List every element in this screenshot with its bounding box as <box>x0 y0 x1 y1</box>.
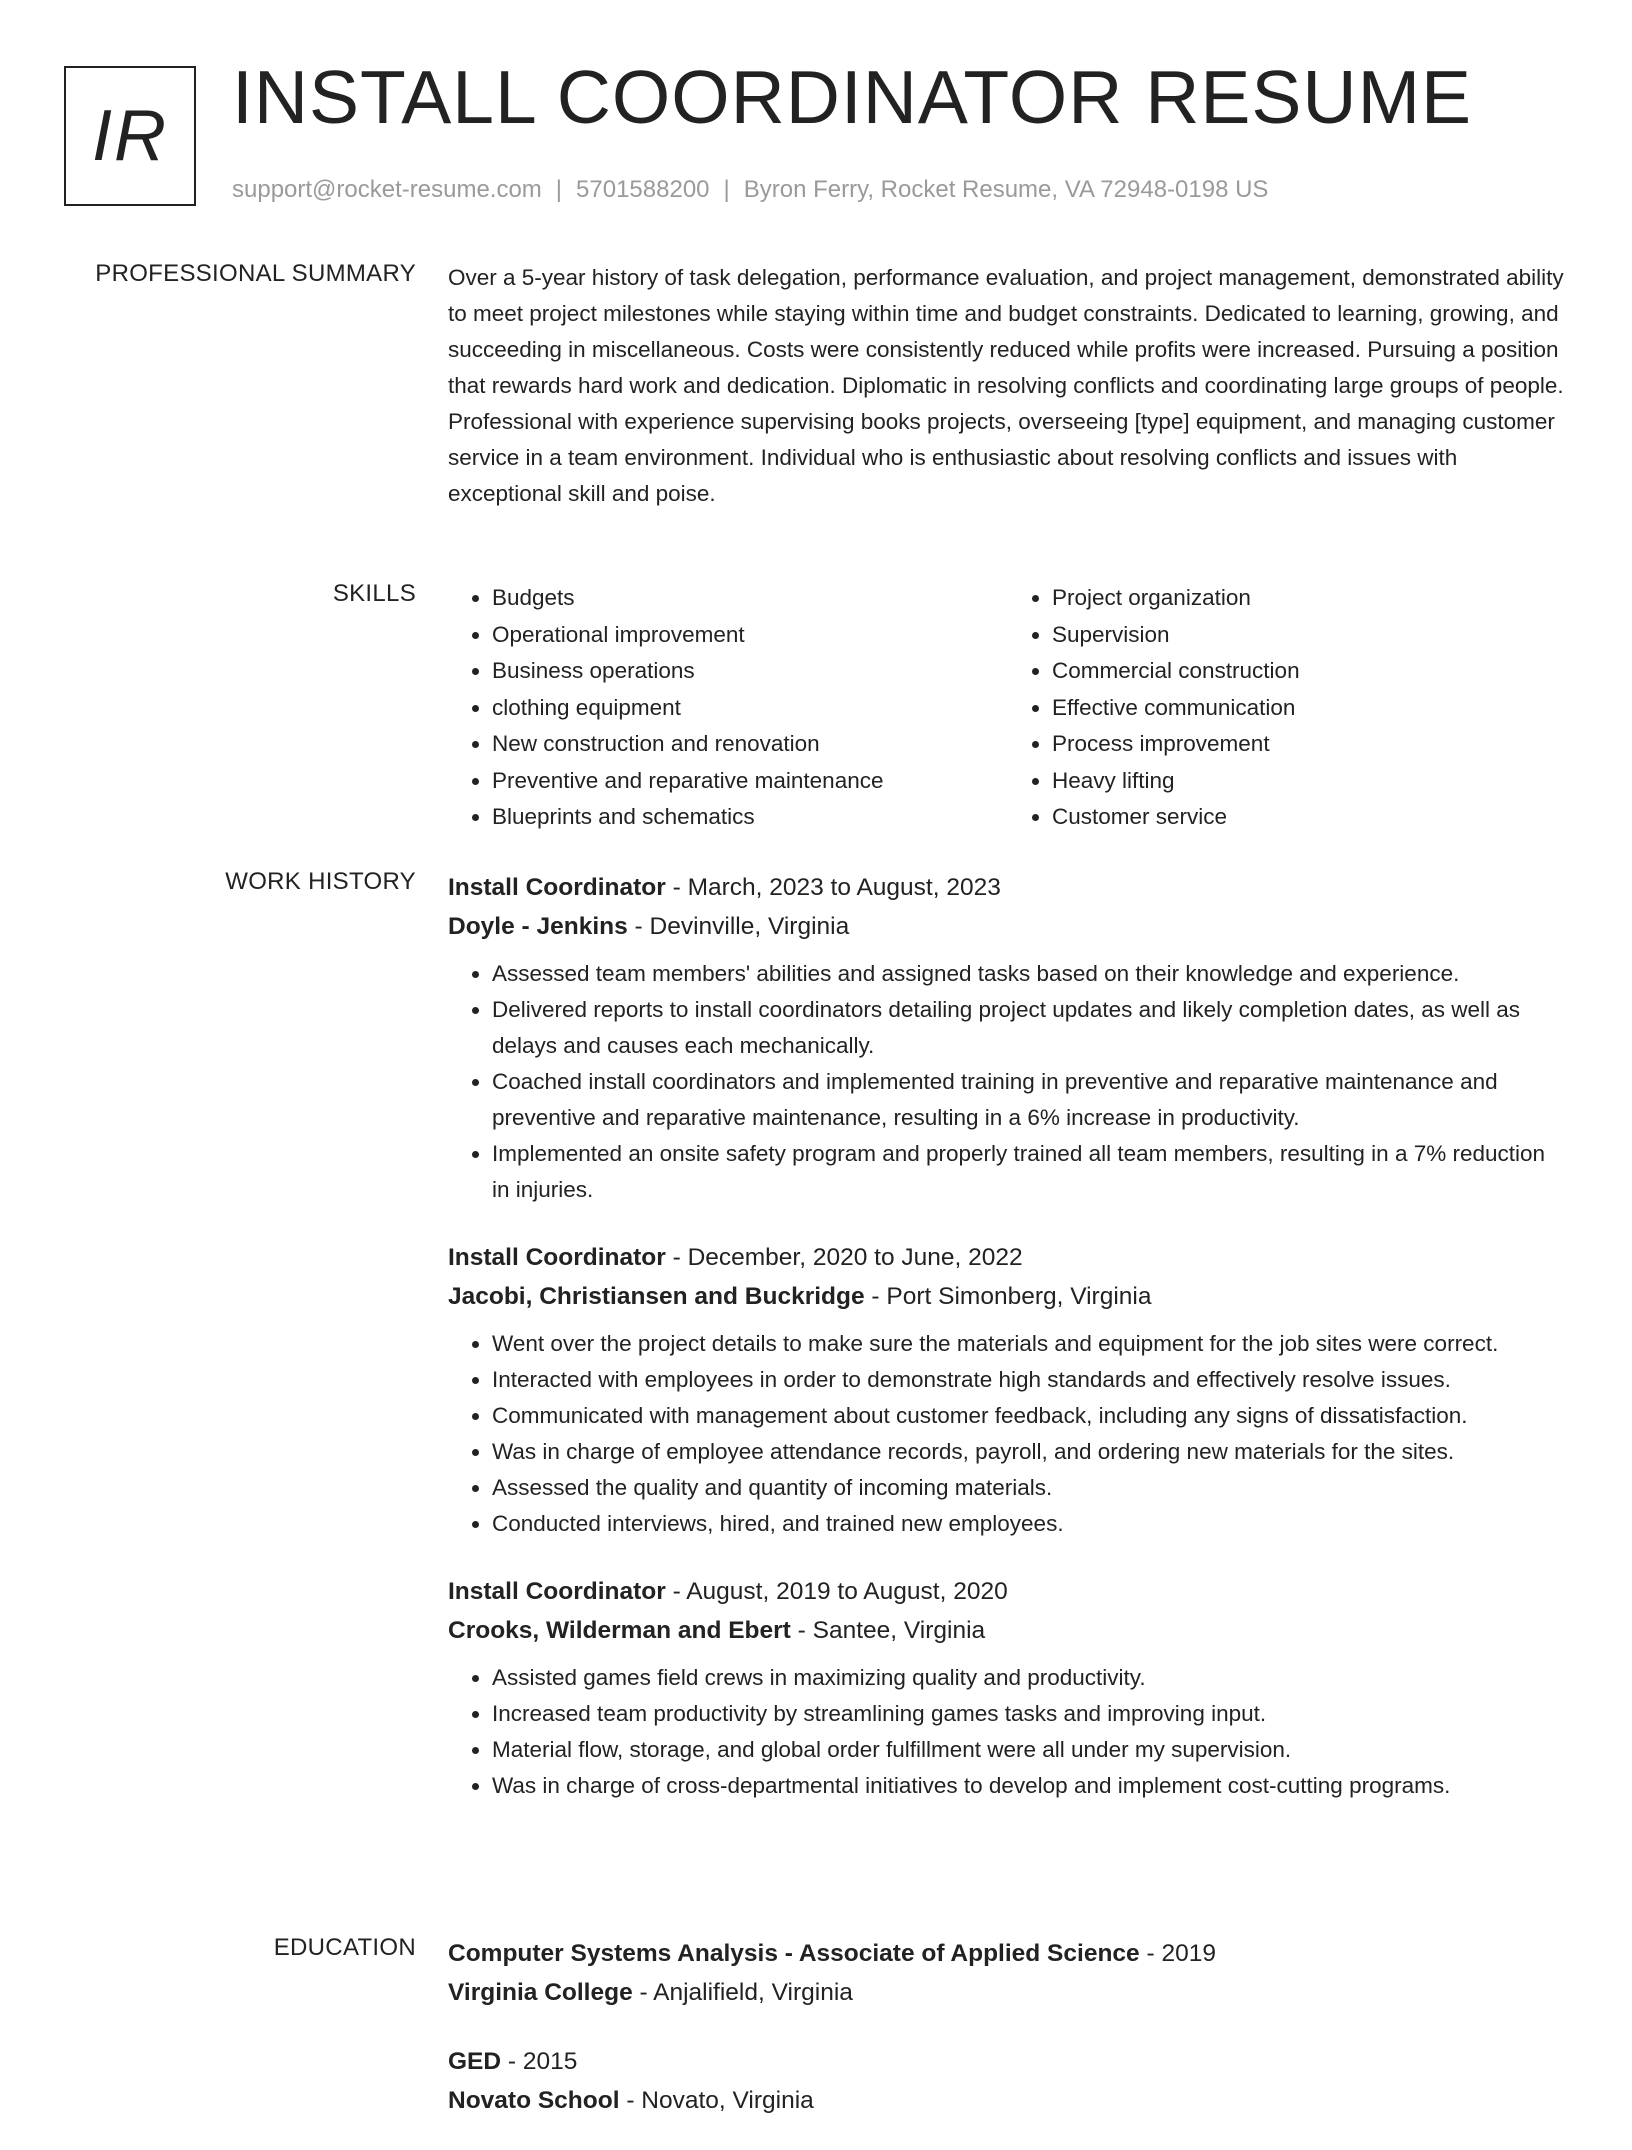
skill-item: • Commercial construction <box>1052 653 1568 690</box>
job-title-line <box>448 868 1568 907</box>
monogram: IR <box>64 66 196 206</box>
skill-item: • Heavy lifting <box>1052 763 1568 800</box>
job-bullet: • Coached install coordinators and implemented training in preventive and reparative maintenance and preventive and reparative maintenance, resulting in a 6% increase in productivity. <box>492 1064 1568 1136</box>
skill-item: • Effective communication <box>1052 690 1568 727</box>
skill-item: • Preventive and reparative maintenance <box>492 763 1008 800</box>
education-school: Virginia College <box>448 1979 633 2006</box>
job-bullet: • Interacted with employees in order to demonstrate high standards and effectively resolve issues. <box>492 1362 1568 1398</box>
job-location: - Santee, Virginia <box>790 1617 986 1644</box>
skill-item: • Supervision <box>1052 617 1568 654</box>
skill-item: • Project organization <box>1052 580 1568 617</box>
education-degree: GED <box>448 2048 502 2075</box>
summary-body <box>448 260 1568 512</box>
job-bullet: • Conducted interviews, hired, and trained new employees. <box>492 1506 1568 1542</box>
job-bullets <box>448 1660 1568 1804</box>
education-school-line <box>448 1973 1568 2012</box>
section-label-education: EDUCATION <box>273 1934 416 1961</box>
contact-phone[interactable]: 5701588200 <box>576 176 710 203</box>
job-title-line <box>448 1572 1568 1611</box>
skill-item: • Process improvement <box>1052 726 1568 763</box>
skill-item: • New construction and renovation <box>492 726 1008 763</box>
job-company: Crooks, Wilderman and Ebert <box>448 1617 791 1644</box>
contact-email[interactable]: support@rocket-resume.com <box>232 176 542 203</box>
job-entry <box>448 868 1568 1208</box>
contact-separator: | <box>555 176 563 203</box>
job-bullets <box>448 1326 1568 1542</box>
job-title: Install Coordinator <box>448 1244 666 1271</box>
contact-separator: | <box>723 176 730 203</box>
job-entry <box>448 1572 1568 1804</box>
job-bullet: • Assessed team members' abilities and assigned tasks based on their knowledge and experience. <box>492 956 1568 992</box>
job-bullet: • Was in charge of employee attendance records, payroll, and ordering new materials for the sites. <box>492 1434 1568 1470</box>
resume-title: INSTALL COORDINATOR RESUME <box>232 55 1473 139</box>
skills-list-left <box>448 580 1008 836</box>
job-bullet: • Went over the project details to make sure the materials and equipment for the job sites were correct. <box>492 1326 1568 1362</box>
job-bullet: • Was in charge of cross-departmental initiatives to develop and implement cost-cutting programs. <box>492 1768 1568 1804</box>
work-history-body <box>448 868 1568 1834</box>
job-dates: - December, 2020 to June, 2022 <box>665 1244 1023 1271</box>
job-location: - Devinville, Virginia <box>627 913 850 940</box>
skill-item: • Business operations <box>492 653 1008 690</box>
contact-address: Byron Ferry, Rocket Resume, VA 72948-0198 US <box>743 176 1269 203</box>
job-dates: - March, 2023 to August, 2023 <box>665 874 1001 901</box>
job-bullet: • Material flow, storage, and global order fulfillment were all under my supervision. <box>492 1732 1568 1768</box>
education-degree-line <box>448 2042 1568 2081</box>
education-location: - Novato, Virginia <box>619 2087 814 2114</box>
skill-item: • clothing equipment <box>492 690 1008 727</box>
skill-item: • Blueprints and schematics <box>492 799 1008 836</box>
job-bullet: • Communicated with management about customer feedback, including any signs of dissatisfaction. <box>492 1398 1568 1434</box>
contact-line <box>232 176 1268 204</box>
education-location: - Anjalifield, Virginia <box>632 1979 853 2006</box>
education-entry <box>448 1934 1568 2012</box>
education-degree: Computer Systems Analysis - Associate of Applied Science <box>448 1940 1140 1967</box>
education-entry <box>448 2042 1568 2120</box>
job-company-line <box>448 907 1568 946</box>
job-title-line <box>448 1238 1568 1277</box>
section-label-summary: PROFESSIONAL SUMMARY <box>95 260 416 287</box>
job-dates: - August, 2019 to August, 2020 <box>665 1578 1008 1605</box>
section-label-work-history: WORK HISTORY <box>225 868 416 895</box>
education-school-line <box>448 2081 1568 2120</box>
education-year: - 2015 <box>501 2048 578 2075</box>
education-degree-line <box>448 1934 1568 1973</box>
job-location: - Port Simonberg, Virginia <box>864 1283 1152 1310</box>
job-company-line <box>448 1611 1568 1650</box>
skill-item: • Operational improvement <box>492 617 1008 654</box>
education-school: Novato School <box>448 2087 620 2114</box>
job-company: Doyle - Jenkins <box>448 913 628 940</box>
job-bullet: • Increased team productivity by streamlining games tasks and improving input. <box>492 1696 1568 1732</box>
education-body <box>448 1934 1568 2150</box>
section-label-skills: SKILLS <box>332 580 416 607</box>
job-entry <box>448 1238 1568 1542</box>
job-bullet: • Assessed the quality and quantity of incoming materials. <box>492 1470 1568 1506</box>
job-company-line <box>448 1277 1568 1316</box>
job-bullets <box>448 956 1568 1208</box>
skill-item: • Budgets <box>492 580 1008 617</box>
job-bullet: • Implemented an onsite safety program and properly trained all team members, resulting in a 7% reduction in injuries. <box>492 1136 1568 1208</box>
job-bullet: • Delivered reports to install coordinators detailing project updates and likely completion dates, as well as delays and causes each mechanically. <box>492 992 1568 1064</box>
job-company: Jacobi, Christiansen and Buckridge <box>448 1283 865 1310</box>
skills-body <box>448 580 1568 836</box>
skill-item: • Customer service <box>1052 799 1568 836</box>
job-title: Install Coordinator <box>448 874 666 901</box>
job-title: Install Coordinator <box>448 1578 666 1605</box>
job-bullet: • Assisted games field crews in maximizing quality and productivity. <box>492 1660 1568 1696</box>
skills-list-right <box>1008 580 1568 836</box>
summary-text: Over a 5-year history of task delegation, performance evaluation, and project management, demonstrated ability to meet project milestones while staying within time and budget constraints. Dedicated to learning, growing, and succeeding in miscellaneous. Costs were consistently reduced while profits were increased. Pursuing a position that rewards hard work and dedication. Diplomatic in resolving conflicts and coordinating large groups of people. Professional with experience supervising books projects, overseeing [type] equipment, and managing customer service in a team environment. Individual who is enthusiastic about resolving conflicts and issues with exceptional skill and poise. <box>448 265 1564 506</box>
education-year: - 2019 <box>1139 1940 1216 1967</box>
